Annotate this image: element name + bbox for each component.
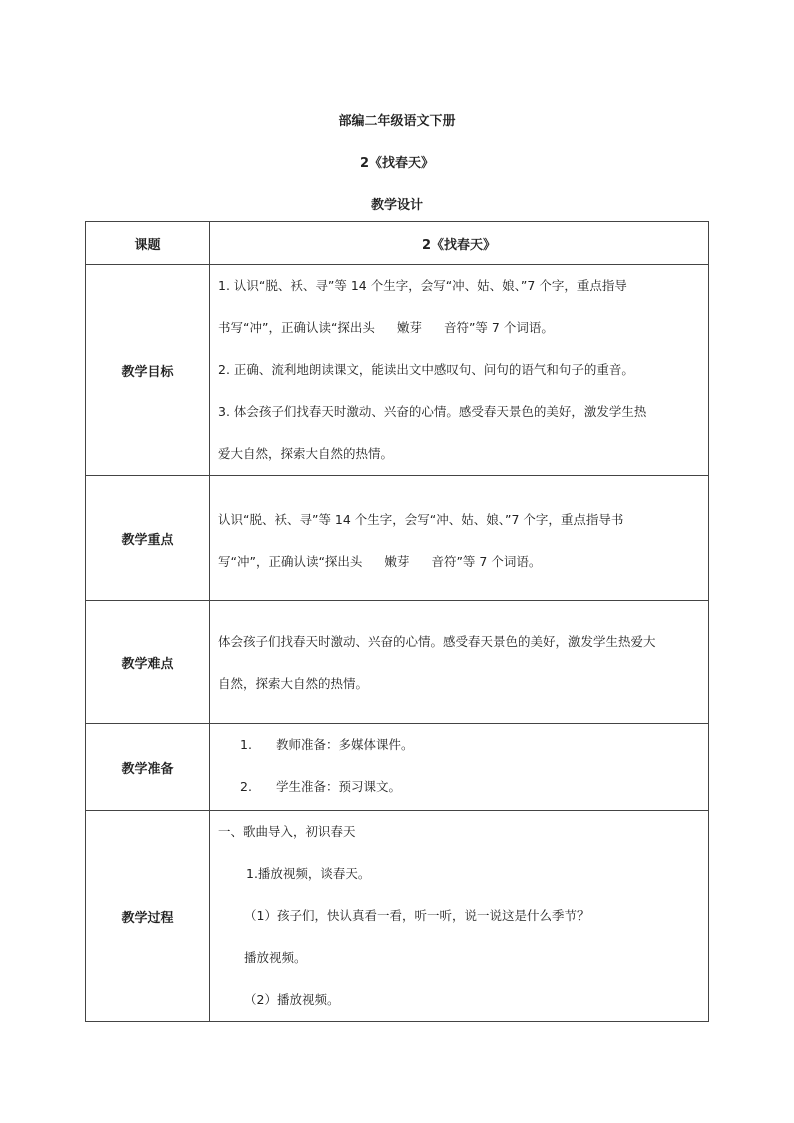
lesson-plan-table	[85, 221, 709, 1022]
goals-line-1: 1. 认识“脱、袄、寻”等 14 个生字，会写“冲、姑、娘、”7 个字，重点指导	[218, 278, 627, 293]
difficulty-line-1: 体会孩子们找春天时激动、兴奋的心情。感受春天景色的美好，激发学生热爱大	[218, 634, 656, 649]
key-label: 教学重点	[86, 476, 210, 601]
difficulty-line-2: 自然，探索大自然的热情。	[218, 676, 369, 691]
prep-item-1-text: 教师准备：多媒体课件。	[276, 737, 414, 752]
prep-content	[210, 724, 709, 811]
process-line-4: 播放视频。	[244, 950, 307, 965]
prep-item-1-number: 1.	[240, 737, 252, 752]
difficulty-label: 教学难点	[86, 601, 210, 724]
table-row-key	[86, 476, 709, 601]
key-line-1: 认识“脱、袄、寻”等 14 个生字，会写“冲、姑、娘、”7 个字，重点指导书	[218, 512, 624, 527]
goals-line-2	[218, 307, 702, 349]
goals-line-4: 3. 体会孩子们找春天时激动、兴奋的心情。感受春天景色的美好，激发学生热	[218, 404, 647, 419]
process-line-1: 一、歌曲导入，初识春天	[218, 824, 356, 839]
goals-line-5: 爱大自然，探索大自然的热情。	[218, 446, 394, 461]
prep-label: 教学准备	[86, 724, 210, 811]
table-row-difficulty	[86, 601, 709, 724]
document-series-title: 部编二年级语文下册	[338, 114, 456, 129]
key-line-2	[218, 541, 702, 583]
table-row-header	[86, 222, 709, 265]
table-row-process	[86, 811, 709, 1022]
header-value: 2《找春天》	[210, 222, 709, 265]
key-line-2b: 嫩芽	[384, 554, 410, 569]
key-line-2c: 音符”等 7 个词语。	[431, 554, 542, 569]
header-label: 课题	[86, 222, 210, 265]
design-title: 教学设计	[370, 198, 423, 213]
table-row-prep	[86, 724, 709, 811]
difficulty-content	[210, 601, 709, 724]
goals-label: 教学目标	[86, 265, 210, 476]
lesson-title: 2《找春天》	[359, 156, 435, 171]
process-content	[210, 811, 709, 1022]
table-row-goals	[86, 265, 709, 476]
goals-content	[210, 265, 709, 476]
key-line-2a: 写“冲”，正确认读“探出头	[218, 554, 363, 569]
prep-item-2	[240, 766, 702, 808]
goals-line-3: 2. 正确、流利地朗读课文，能读出文中感叹句、问句的语气和句子的重音。	[218, 362, 634, 377]
goals-line-2b: 嫩芽	[396, 320, 422, 335]
process-label: 教学过程	[86, 811, 210, 1022]
prep-item-2-number: 2.	[240, 779, 252, 794]
goals-line-2a: 书写“冲”，正确认读“探出头	[218, 320, 375, 335]
goals-line-2c: 音符”等 7 个词语。	[443, 320, 554, 335]
process-line-5: （2）播放视频。	[244, 992, 340, 1007]
process-line-3: （1）孩子们，快认真看一看，听一听，说一说这是什么季节？	[244, 908, 590, 923]
process-line-2: 1.播放视频，谈春天。	[246, 866, 371, 881]
prep-item-2-text: 学生准备：预习课文。	[276, 779, 402, 794]
key-content	[210, 476, 709, 601]
prep-item-1	[240, 724, 702, 766]
